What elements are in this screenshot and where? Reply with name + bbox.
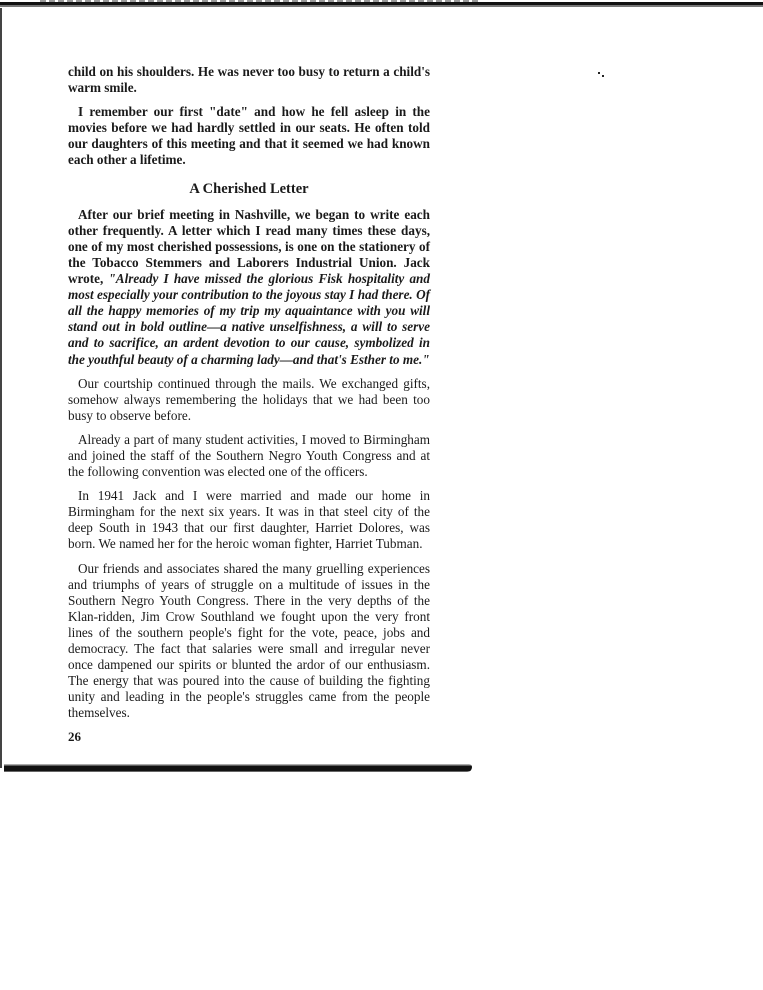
paragraph-friends: Our friends and associates shared the many gruelling experiences and triumphs of years of struggle on a multitude of issues in the Southern Negro Youth Congress. There in the very depths of the Klan-ridden, Jim Crow Southland we fought upon the very front lines of the southern people's fight for the vote, peace, jobs and democracy. The fact that salaries were small and irregular never once dampened our spirits or blunted the ardor of our enthusiasm. The energy that was poured into the cause of building the fighting unity and leading in the people's struggles came from the people themselves. [68,560,430,721]
paragraph-married: In 1941 Jack and I were married and made our home in Birmingham for the next six years. It was in that steel city of the deep South in 1943 that our first daughter, Harriet Dolores, was born. We named her for the heroic woman fighter, Harriet Tubman. [68,488,430,552]
scan-bottom-edge [4,764,472,772]
scan-left-edge [0,8,2,768]
paragraph-continued: child on his shoulders. He was never too busy to return a child's warm smile. [68,64,430,96]
scan-speck [598,72,604,77]
letter-quote: "Already I have missed the glorious Fisk hospitality and most especially your contribution to the joyous stay I had there. Of all the happy memories of my trip my aquaintance with you will stand out in bold outline—a native unselfishness, a will to serve and to sacrifice, an ardent devotion to our cause, symbolized in the youthful beauty of a charming lady—and that's Esther to me." [68,271,430,367]
lower-text [68,376,430,722]
paragraph-courtship: Our courtship continued through the mails. We exchanged gifts, somehow always remembering the holidays that we had been too busy to observe before. [68,375,430,423]
paragraph-first-date: I remember our first "date" and how he fell asleep in the movies before we had hardly settled in our seats. He often told our daughters of this meeting and that it seemed we had known each other a lifetime. [68,104,430,168]
page-number: 26 [68,729,81,745]
page-body [68,64,430,746]
section-title: A Cherished Letter [189,180,309,197]
paragraph-birmingham: Already a part of many student activities, I moved to Birmingham and joined the staff of the Southern Negro Youth Congress and at the following convention was elected one of the officers. [68,431,430,480]
scan-top-edge [0,2,763,7]
letter-intro: After our brief meeting in Nashville, we began to write each other frequently. A letter which I read many times these days, one of my most cherished possessions, is one on the stationery of the Tobacco Stemmers and Laborers Industrial Union. Jack wrote, [68,206,430,287]
paragraph-letter [68,207,430,368]
